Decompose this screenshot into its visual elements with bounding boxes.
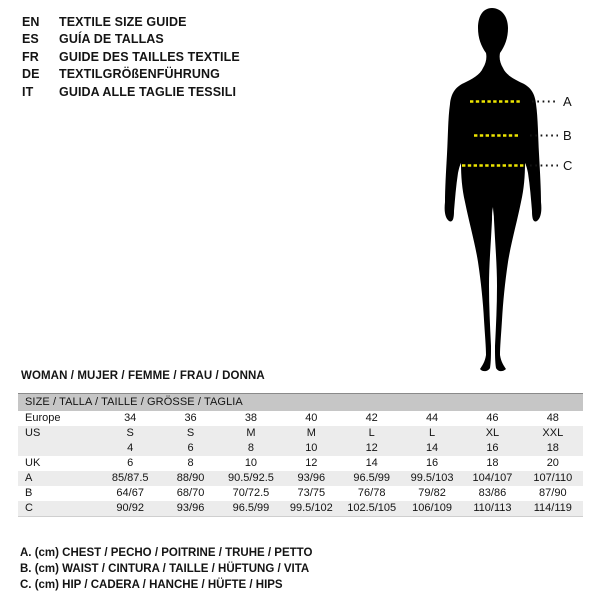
- size-value: 42: [365, 412, 378, 424]
- language-title-block: [22, 13, 240, 101]
- size-value: 99.5/103: [410, 472, 454, 484]
- lang-code: EN: [22, 14, 40, 29]
- size-value: XL: [485, 427, 500, 439]
- row-label: UK: [25, 457, 41, 469]
- size-table: [18, 393, 583, 517]
- section-title: WOMAN / MUJER / FEMME / FRAU / DONNA: [21, 370, 265, 382]
- lang-code: ES: [22, 32, 39, 47]
- size-value: 104/107: [472, 472, 513, 484]
- table-row: [18, 411, 583, 426]
- lang-code: FR: [22, 49, 39, 64]
- size-value: 96.5/99: [353, 472, 391, 484]
- row-label: Europe: [25, 412, 61, 424]
- size-value: 44: [425, 412, 439, 424]
- size-value: 16: [425, 457, 439, 469]
- lang-row-fr: [22, 48, 240, 66]
- size-value: 14: [365, 457, 378, 469]
- size-value: 76/78: [357, 487, 386, 499]
- lang-row-de: [22, 66, 240, 84]
- row-label: [18, 441, 100, 456]
- size-value: 34: [124, 412, 137, 424]
- size-table-header: SIZE / TALLA / TAILLE / GRÖSSE / TAGLIA: [18, 394, 583, 411]
- size-value: 40: [305, 412, 318, 424]
- table-row: [18, 501, 583, 516]
- measurement-legend: [20, 545, 312, 593]
- row-label: US: [25, 427, 41, 439]
- size-value: 12: [365, 442, 378, 454]
- legend-waist: B. (cm) WAIST / CINTURA / TAILLE / HÜFTUNG / VITA: [20, 563, 310, 575]
- size-value: 99.5/102: [289, 502, 333, 514]
- legend-hip: C. (cm) HIP / CADERA / HANCHE / HÜFTE / HIPS: [20, 579, 283, 591]
- size-value: 20: [546, 457, 559, 469]
- lang-label: TEXTILE SIZE GUIDE: [59, 14, 187, 29]
- size-value: 106/109: [412, 502, 452, 514]
- row-label: B: [25, 487, 33, 499]
- lang-code: IT: [22, 84, 34, 99]
- size-value: 36: [184, 412, 197, 424]
- size-value: 110/113: [473, 502, 512, 514]
- size-value: M: [306, 427, 316, 439]
- size-value: 93/96: [176, 502, 205, 514]
- size-value: 96.5/99: [232, 502, 270, 514]
- lang-label: TEXTILGRÖßENFÜHRUNG: [59, 67, 220, 82]
- size-value: 38: [244, 412, 258, 424]
- size-value: 102.5/105: [347, 502, 397, 514]
- lang-row-it: [22, 83, 240, 101]
- table-row: [18, 456, 583, 471]
- size-value: M: [246, 427, 256, 439]
- size-value: 16: [486, 442, 499, 454]
- size-value: 107/110: [533, 472, 573, 484]
- size-value: 85/87.5: [111, 472, 149, 484]
- measure-label-c: C: [563, 158, 573, 173]
- table-row: [18, 486, 583, 501]
- table-row: [18, 471, 583, 486]
- size-value: 90.5/92.5: [228, 472, 274, 484]
- size-value: L: [429, 427, 436, 439]
- size-value: S: [186, 427, 195, 439]
- size-value: 12: [305, 457, 318, 469]
- size-value: XXL: [542, 427, 564, 439]
- size-value: 8: [247, 442, 254, 454]
- size-value: 14: [425, 442, 439, 454]
- size-value: L: [368, 427, 375, 439]
- size-table-body: [18, 411, 583, 516]
- size-value: 10: [305, 442, 318, 454]
- woman-silhouette: [445, 8, 542, 371]
- size-value: 10: [244, 457, 258, 469]
- row-label: A: [25, 472, 33, 484]
- table-row: [18, 426, 583, 441]
- size-value: 18: [546, 442, 559, 454]
- size-value: 48: [546, 412, 559, 424]
- size-value: 46: [486, 412, 499, 424]
- size-value: 87/90: [539, 487, 567, 499]
- measure-label-b: B: [563, 128, 572, 143]
- size-value: S: [126, 427, 134, 439]
- size-value: 90/92: [116, 502, 144, 514]
- size-value: 18: [486, 457, 499, 469]
- size-value: 70/72.5: [232, 487, 270, 499]
- size-value: 93/96: [297, 472, 326, 484]
- size-value: 73/75: [297, 487, 326, 499]
- size-value: 8: [187, 457, 194, 469]
- row-label: C: [25, 502, 33, 514]
- legend-chest: A. (cm) CHEST / PECHO / POITRINE / TRUHE / PETTO: [20, 547, 313, 559]
- size-value: 88/90: [176, 472, 205, 484]
- lang-row-es: [22, 31, 240, 49]
- lang-label: GUIDA ALLE TAGLIE TESSILI: [59, 84, 237, 99]
- size-value: 83/86: [478, 487, 507, 499]
- size-value: 114/119: [533, 502, 572, 514]
- measure-label-a: A: [563, 94, 572, 109]
- size-value: 6: [127, 457, 134, 469]
- lang-label: GUIDE DES TAILLES TEXTILE: [59, 49, 240, 64]
- size-value: 4: [127, 442, 134, 454]
- lang-label: GUÍA DE TALLAS: [59, 32, 164, 47]
- table-row: [18, 441, 583, 456]
- size-value: 6: [187, 442, 194, 454]
- size-value: 79/82: [418, 487, 446, 499]
- lang-code: DE: [22, 67, 40, 82]
- lang-row-en: [22, 13, 240, 31]
- size-value: 68/70: [176, 487, 205, 499]
- size-value: 64/67: [116, 487, 144, 499]
- woman-silhouette-figure: [420, 5, 580, 373]
